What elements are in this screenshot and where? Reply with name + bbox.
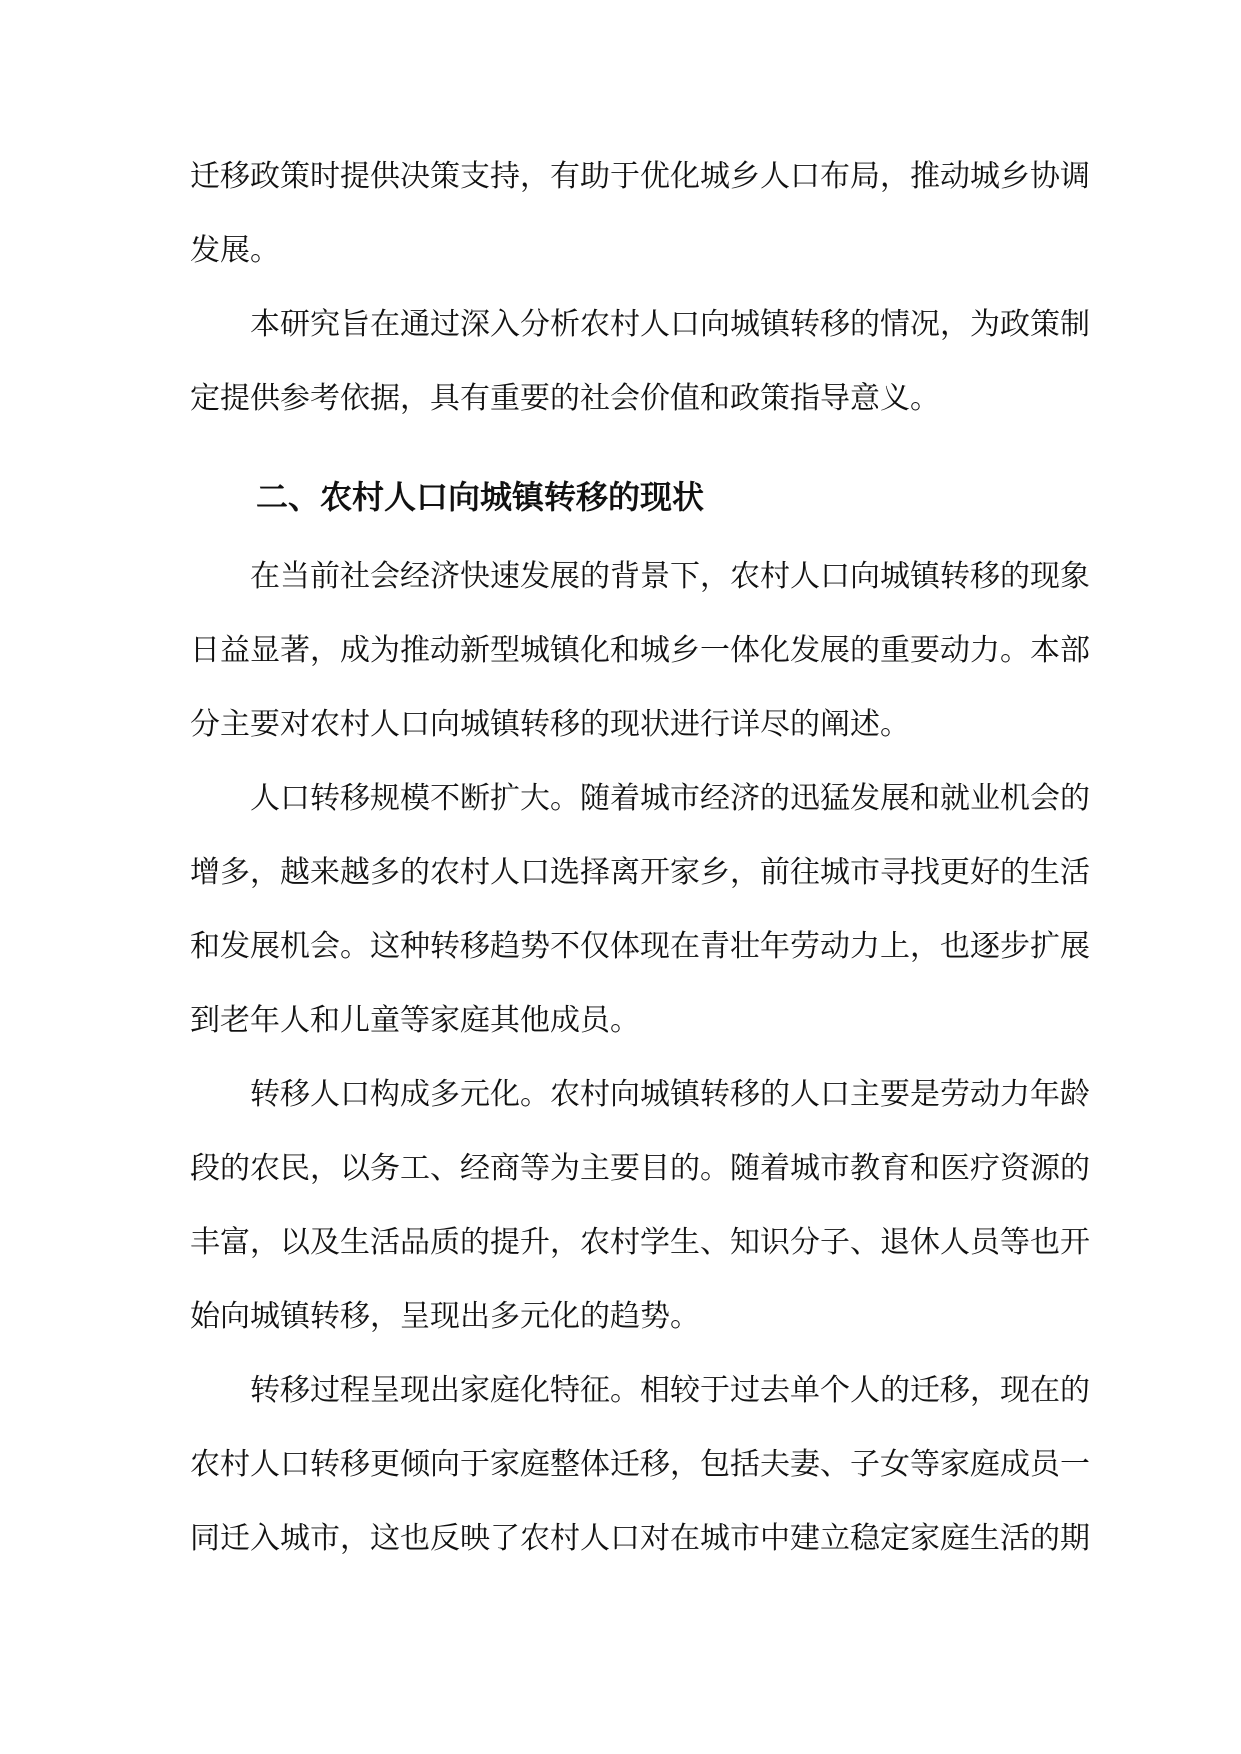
document-body [190, 140, 1090, 1576]
text-line: 农村人口转移更倾向于家庭整体迁移，包括夫妻、子女等家庭成员一 [190, 1447, 1090, 1482]
text-line: 迁移政策时提供决策支持，有助于优化城乡人口布局，推动城乡协调 [190, 159, 1090, 194]
text-line: 发展。 [190, 233, 280, 268]
text-line: 到老年人和儿童等家庭其他成员。 [190, 1003, 640, 1038]
paragraph-continuation [190, 140, 1090, 288]
text-line: 和发展机会。这种转移趋势不仅体现在青壮年劳动力上，也逐步扩展 [190, 929, 1090, 964]
text-line: 转移过程呈现出家庭化特征。相较于过去单个人的迁移，现在的 [250, 1373, 1090, 1408]
text-line: 转移人口构成多元化。农村向城镇转移的人口主要是劳动力年龄 [250, 1077, 1090, 1112]
paragraph [190, 1354, 1090, 1576]
text-line: 日益显著，成为推动新型城镇化和城乡一体化发展的重要动力。本部 [190, 633, 1090, 668]
text-line: 同迁入城市，这也反映了农村人口对在城市中建立稳定家庭生活的期 [190, 1521, 1090, 1556]
text-line: 定提供参考依据，具有重要的社会价值和政策指导意义。 [190, 381, 940, 416]
text-line: 本研究旨在通过深入分析农村人口向城镇转移的情况，为政策制 [250, 307, 1090, 342]
section-heading: 二、农村人口向城镇转移的现状 [256, 478, 705, 516]
text-line: 段的农民，以务工、经商等为主要目的。随着城市教育和医疗资源的 [190, 1151, 1090, 1186]
text-line: 丰富，以及生活品质的提升，农村学生、知识分子、退休人员等也开 [190, 1225, 1090, 1260]
text-line: 在当前社会经济快速发展的背景下，农村人口向城镇转移的现象 [250, 559, 1090, 594]
text-line: 始向城镇转移，呈现出多元化的趋势。 [190, 1299, 700, 1334]
paragraph [190, 288, 1090, 436]
text-line: 人口转移规模不断扩大。随着城市经济的迅猛发展和就业机会的 [250, 781, 1090, 816]
paragraph [190, 1058, 1090, 1354]
paragraph [190, 540, 1090, 762]
text-line: 增多，越来越多的农村人口选择离开家乡，前往城市寻找更好的生活 [190, 855, 1090, 890]
paragraph [190, 762, 1090, 1058]
text-line: 分主要对农村人口向城镇转移的现状进行详尽的阐述。 [190, 707, 910, 742]
